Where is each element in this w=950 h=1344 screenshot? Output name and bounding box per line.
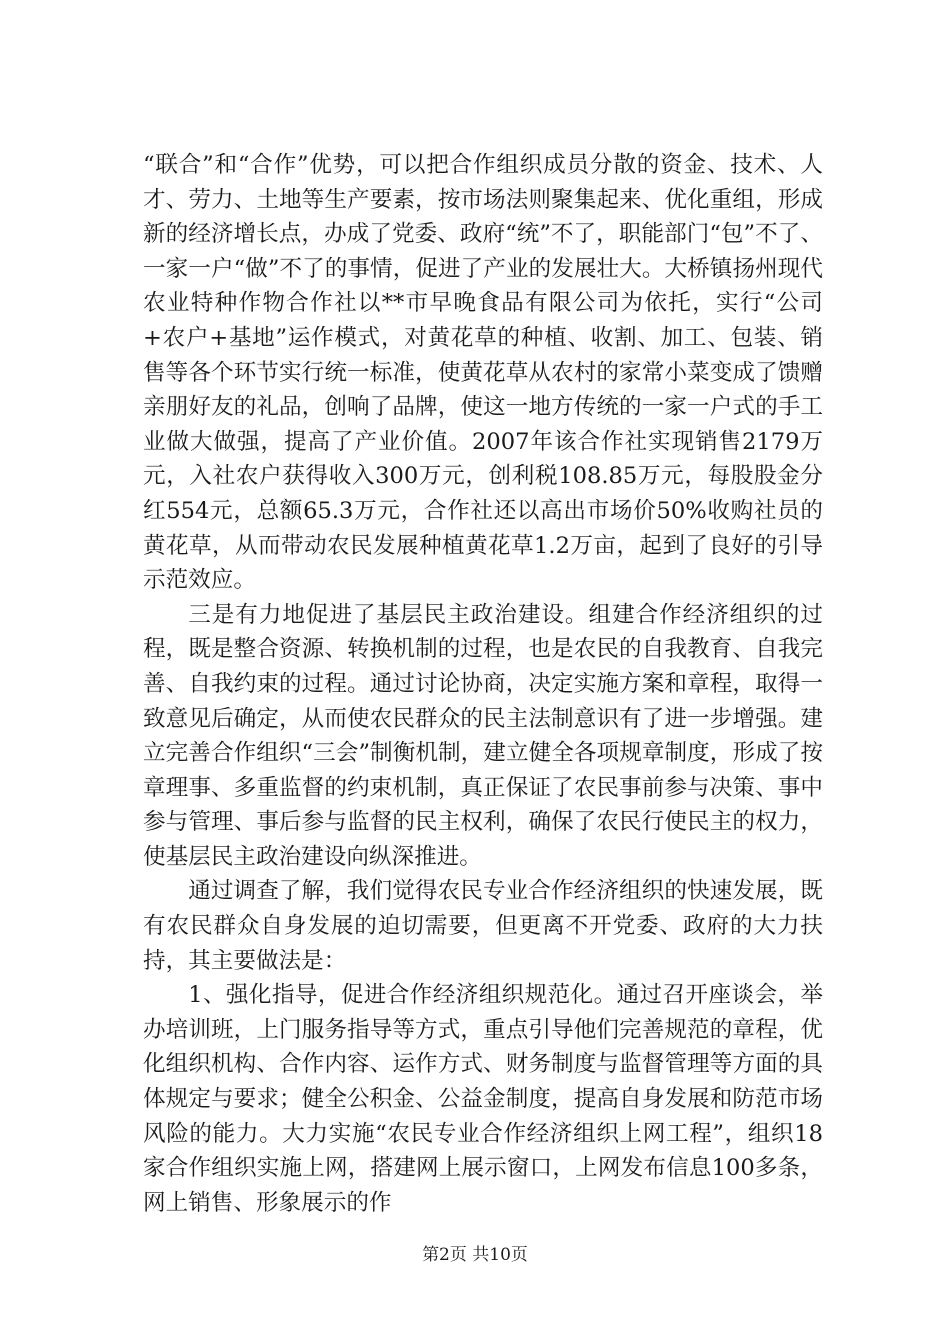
paragraph-continuation: “联合”和“合作”优势，可以把合作组织成员分散的资金、技术、人才、劳力、土地等生产要素，按市场法则聚集起来、优化重组，形成新的经济增长点，办成了党委、政府“统”不了，职能部门“包”不了、一家一户“做”不了的事情，促进了产业的发展壮大。大桥镇扬州现代农业特种作物合作社以**市早晚食品有限公司为依托，实行“公司+农户+基地”运作模式，对黄花草的种植、收割、加工、包装、销售等各个环节实行统一标准，使黄花草从农村的家常小菜变成了馈赠亲朋好友的礼品，创响了品牌，使这一地方传统的一家一户式的手工业做大做强，提高了产业价值。2007年该合作社实现销售2179万元，入社农户获得收入300万元，创利税108.85万元，每股股金分红554元，总额65.3万元，合作社还以高出市场价50%收购社员的黄花草，从而带动农民发展种植黄花草1.2万亩，起到了良好的引导示范效应。 [143, 152, 823, 594]
page-footer: 第2页 共10页 [422, 1245, 528, 1265]
paragraph-item-1: 1、强化指导，促进合作经济组织规范化。通过召开座谈会，举办培训班，上门服务指导等方式，重点引导他们完善规范的章程，优化组织机构、合作内容、运作方式、财务制度与监督管理等方面的具体规定与要求；健全公积金、公益金制度，提高自身发展和防范市场风险的能力。大力实施“农民专业合作经济组织上网工程”，组织18家合作组织实施上网，搭建网上展示窗口，上网发布信息100多条，网上销售、形象展示的作 [143, 982, 823, 1216]
paragraph-democracy: 三是有力地促进了基层民主政治建设。组建合作经济组织的过程，既是整合资源、转换机制的过程，也是农民的自我教育、自我完善、自我约束的过程。通过讨论协商，决定实施方案和章程，取得一致意见后确定，从而使农民群众的民主法制意识有了进一步增强。建立完善合作组织“三会”制衡机制，建立健全各项规章制度，形成了按章理事、多重监督的约束机制，真正保证了农民事前参与决策、事中参与管理、事后参与监督的民主权利，确保了农民行使民主的权力，使基层民主政治建设向纵深推进。 [143, 601, 823, 870]
document-body [143, 148, 823, 1220]
paragraph-survey-intro: 通过调查了解，我们觉得农民专业合作经济组织的快速发展，既有农民群众自身发展的迫切需要，但更离不开党委、政府的大力扶持，其主要做法是： [143, 878, 823, 974]
